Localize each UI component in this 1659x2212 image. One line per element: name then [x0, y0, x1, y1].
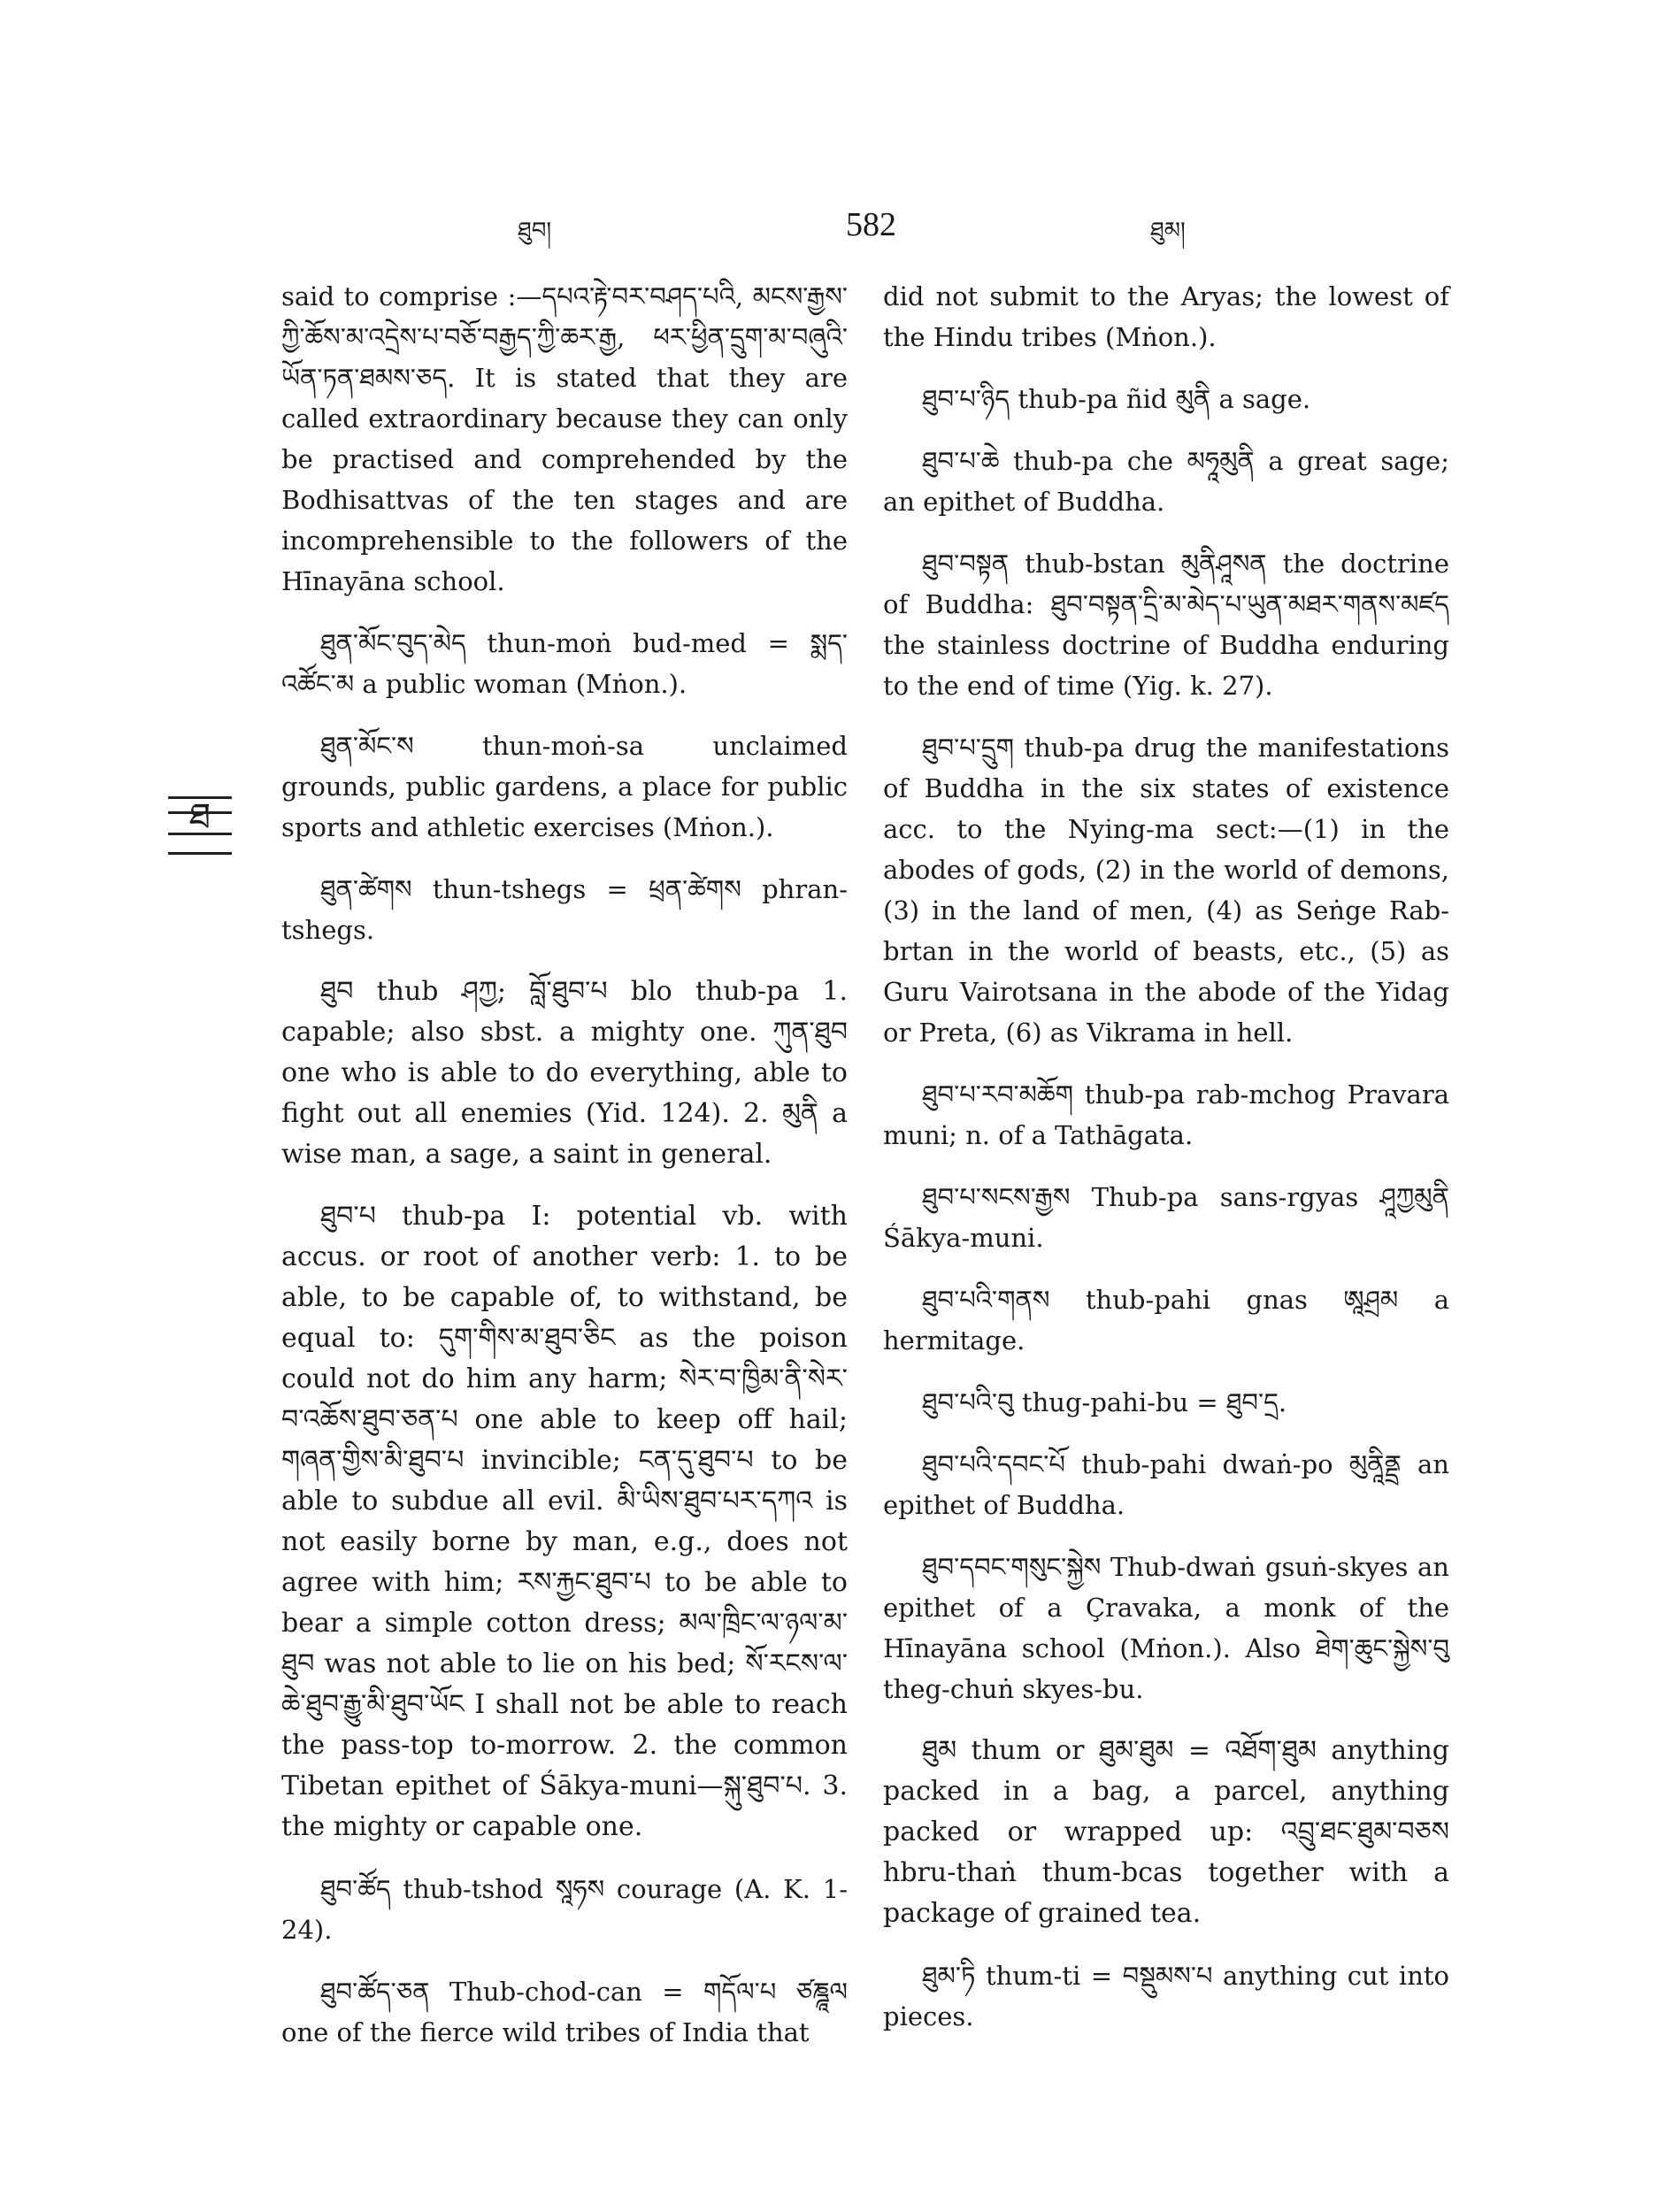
entry-thum: ཐུམ thum or ཐུམ་ཐུམ = འཐོག་ཐུམ anything packed in a bag, a parcel, anything packed or wrapped up: འབྲུ་ཐང་ཐུམ་བཅས hbru-thaṅ thum-bcas together with a package of grained tea. — [883, 1735, 1449, 1929]
left-column — [281, 276, 848, 2074]
right-column — [883, 276, 1449, 2058]
entry-thub-pa-rab-mchog: ཐུབ་པ་རབ་མཆོག thub-pa rab-mchog Pravara muni; n. of a Tathāgata. — [883, 1079, 1449, 1150]
entry-thub-pa-nid: ཐུབ་པ་ཉིད thub-pa ñid མུནི a sage. — [922, 384, 1311, 414]
entry-thub-pa-drug: ཐུབ་པ་དྲུག thub-pa drug the manifestations of Buddha in the six states of existence acc. to the Nying-ma sect:—(1) in the abodes of gods, (2) in the world of demons, (3) in the land of men, (4) as Seṅge Rab-brtan in the world of beasts, etc., (5) as Guru Vairotsana in the abode of the Yidag or Preta, (6) as Vikrama in hell. — [883, 733, 1449, 1048]
entry-thum-ti: ཐུམ་ཏི thum-ti = བསྡུམས་པ anything cut into pieces. — [883, 1961, 1449, 2032]
entry-thub-tshod: ཐུབ་ཚོད thub-tshod སཱཧས courage (A. K. 1-24). — [281, 1874, 848, 1945]
entry-thub-pa-che: ཐུབ་པ་ཆེ thub-pa che མཧཱམུནི a great sage; an epithet of Buddha. — [883, 446, 1449, 517]
section-marker-icon — [168, 796, 232, 855]
entry-thub-pahi-dwan-po: ཐུབ་པའི་དབང་པོ thub-pahi dwaṅ-po མུནཱིནྡྲ an epithet of Buddha. — [883, 1449, 1449, 1520]
entry-thub-dwan-gsun-skyes: ཐུབ་དབང་གསུང་སྐྱེས Thub-dwaṅ gsuṅ-skyes an epithet of a Çravaka, a monk of the Hīnayāna school (Mṅon.). Also ཐེག་ཆུང་སྐྱེས་བུ theg-chuṅ skyes-bu. — [883, 1552, 1449, 1704]
entry-continuation: said to comprise :—དཔའ་རྟེ་བར་བཤད་པའི, མངས་རྒྱས་ཀྱི་ཆོས་མ་འདྲེས་པ་བཅོ་བརྒྱད་ཀྱི་ཆར་རྒྱ, ཕར་ཕྱིན་དྲུག་མ་བཞུའི་ཡོན་ཏན་ཐམས་ཅད. It is stated that they are called extraordinary because they can only be practised and comprehended by the Bodhisattvas of the ten stages and are incomprehensible to the followers of the Hīnayāna school. — [281, 281, 848, 596]
header-left-word: ཐུབ། — [518, 218, 552, 244]
entry-thub-pa: ཐུབ་པ thub-pa I: potential vb. with accus. or root of another verb: 1. to be able, to be capable of, to withstand, be equal to: དུག་གིས་མ་ཐུབ་ཅིང as the poison could not do him any harm; སེར་བ་ཁྱིམ་ནི་སེར་བ་འཆོས་ཐུབ་ཅན་པ one able to keep off hail; གཞན་གྱིས་མི་ཐུབ་པ invincible; ངན་དུ་ཐུབ་པ to be able to subdue all evil. མི་ཡིས་ཐུབ་པར་དཀའ is not easily borne by man, e.g., does not agree with him; རས་རྐྱང་ཐུབ་པ to be able to bear a simple cotton dress; མལ་ཁྲིང་ལ་ཉལ་མ་ཐུབ was not able to lie on his bed; སོ་རངས་ལ་ཆེ་ཐུབ་རྒྱུ་མི་ཐུབ་ཡོང I shall not be able to reach the pass-top to-morrow. 2. the common Tibetan epithet of Śākya-muni—སྐུ་ཐུབ་པ. 3. the mighty or capable one. — [281, 1201, 848, 1842]
entry-continuation-right: did not submit to the Aryas; the lowest of the Hindu tribes (Mṅon.). — [883, 281, 1449, 352]
header-right-word: ཐུམ། — [1150, 218, 1186, 244]
page-number: 582 — [846, 206, 896, 243]
entry-thug-pahi-bu: ཐུབ་པའི་བུ thug-pahi-bu = ཐུབ་དྲ. — [922, 1387, 1287, 1417]
entry-thun-mon-sa: ཐུན་མོང་ས thun-moṅ-sa unclaimed grounds, public gardens, a place for public sports and athletic exercises (Mṅon.). — [281, 731, 848, 842]
entry-thun-mon-bud-med: ཐུན་མོང་བུད་མེད thun-moṅ bud-med = སྨད་འཚོང་མ a public woman (Mṅon.). — [281, 628, 848, 699]
entry-thun-tshegs: ཐུན་ཚེགས thun-tshegs = ཕྲན་ཚེགས phran-tshegs. — [281, 874, 848, 945]
entry-thub-pahi-gnas: ཐུབ་པའི་གནས thub-pahi gnas ཨཱཤྲམ a hermitage. — [883, 1285, 1449, 1356]
entry-thub: ཐུབ thub ཤཀྱ; བློ་ཐུབ་པ blo thub-pa 1. capable; also sbst. a mighty one. ཀུན་ཐུབ one who is able to do everything, able to fight out all enemies (Yid. 124). 2. མུནི a wise man, a sage, a saint in general. — [281, 976, 848, 1170]
entry-thub-chod-can: ཐུབ་ཚོད་ཅན Thub-chod-can = གདོལ་པ ཙཎྜཱལ one of the fierce wild tribes of India that — [281, 1977, 848, 2047]
running-header — [0, 205, 1659, 258]
entry-thub-pa-sans-rgyas: ཐུབ་པ་སངས་རྒྱས Thub-pa sans-rgyas ཤཱཀྱམུནི Śākya-muni. — [883, 1182, 1449, 1253]
entry-thub-bstan: ཐུབ་བསྟན thub-bstan མུནིཤཱསན the doctrine of Buddha: ཐུབ་བསྟན་དྲི་མ་མེད་པ་ཡུན་མཐར་གནས་མཛད the stainless doctrine of Buddha enduring to the end of time (Yig. k. 27). — [883, 549, 1449, 701]
section-marker-letter: ཐ — [188, 795, 211, 837]
